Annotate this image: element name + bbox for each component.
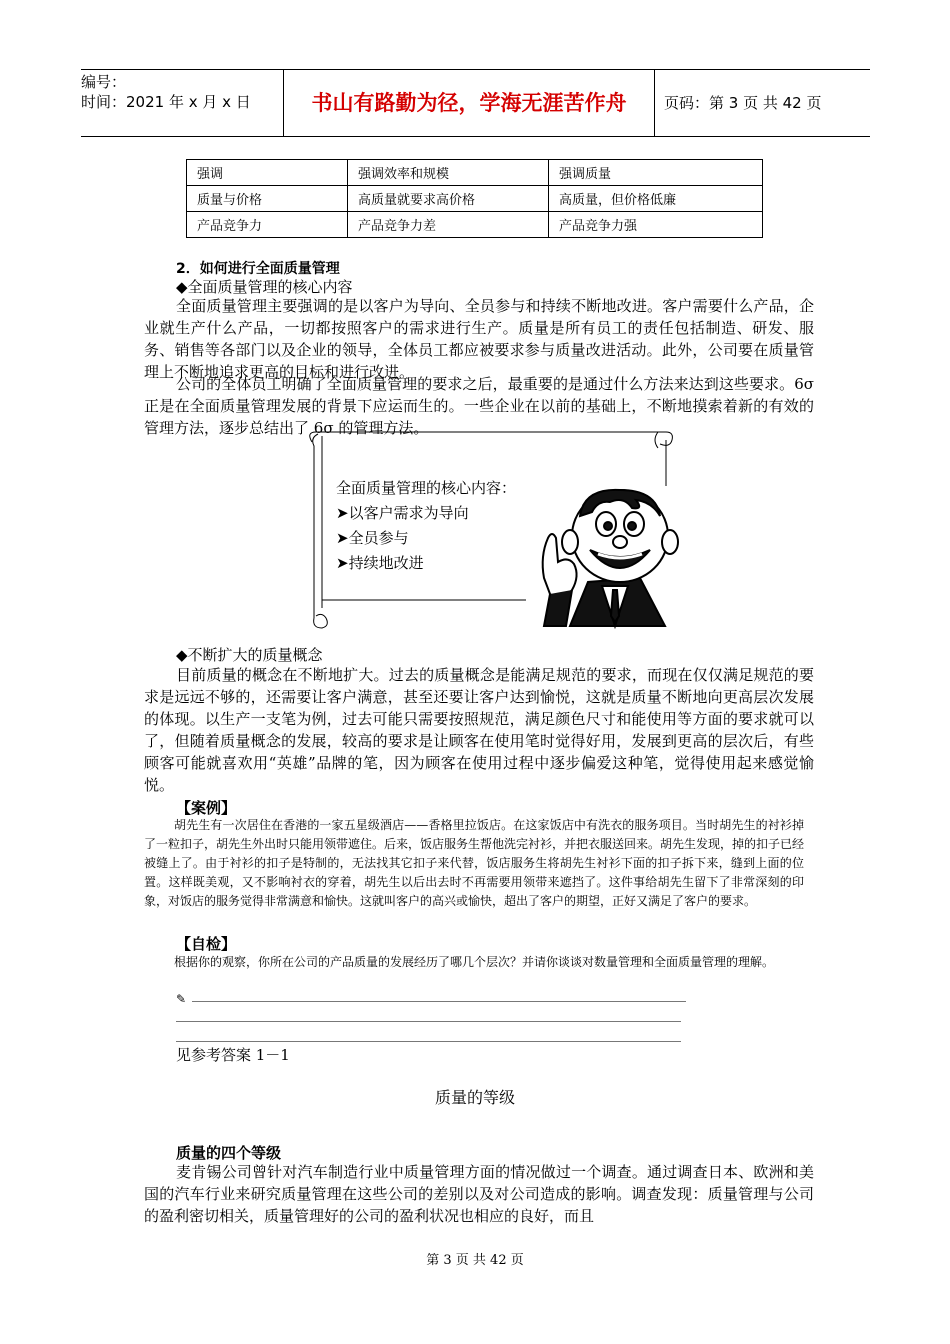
table-cell: 产品竞争力 [187,212,348,238]
table-cell: 强调 [187,160,348,186]
header-left [81,70,283,138]
case-title: 【案例】 [176,799,237,817]
table-cell: 强调效率和规模 [348,160,549,186]
table-cell: 质量与价格 [187,186,348,212]
answer-line[interactable] [176,1041,681,1042]
core-content-figure [300,428,680,633]
header-page-label: 页码：第 3 页 共 42 页 [664,94,822,112]
paragraph: 全面质量管理主要强调的是以客户为导向、全员参与和持续不断地改进。客户需要什么产品，企业就生产什么产品，一切都按照客户的需求进行生产。质量是所有员工的责任包括制造、研发、服务、销售等各部门以及企业的领导，全体员工都应被要求参与质量改进活动。此外，公司要在质量管理上不断地追求更高的目标和进行改进。 [144,297,814,381]
figure-item-label: 全员参与 [348,529,409,547]
figure-text [336,476,516,576]
answer-reference: 见参考答案 1－1 [176,1046,290,1064]
figure-item: ➤全员参与 [336,529,409,547]
table-cell: 高质量，但价格低廉 [549,186,763,212]
table-row [187,186,763,212]
table-cell: 产品竞争力强 [549,212,763,238]
table-row [187,212,763,238]
figure-item-label: 以客户需求为导向 [348,504,469,522]
time-label: 时间：2021 年 x 月 x 日 [81,93,251,111]
answer-line[interactable] [192,1001,686,1002]
figure-item: ➤持续地改进 [336,554,424,572]
figure-item-label: 持续地改进 [348,554,424,572]
answer-line[interactable] [176,1021,681,1022]
selfcheck-text: 根据你的观察，你所在公司的产品质量的发展经历了哪几个层次？并请你谈谈对数量管理和全面质量管理的理解。 [174,955,775,969]
figure-item: ➤以客户需求为导向 [336,504,469,522]
bullet-heading: ◆全面质量管理的核心内容 [176,278,353,296]
comparison-table [186,159,763,238]
case-text: 胡先生有一次居住在香港的一家五星级酒店——香格里拉饭店。在这家饭店中有洗衣的服务项目。当时胡先生的衬衫掉了一粒扣子，胡先生外出时只能用领带遮住。后来，饭店服务生帮他洗完衬衫，并把衣服送回来。胡先生发现，掉的扣子已经被缝上了。由于衬衫的扣子是特制的，无法找其它扣子来代替，饭店服务生将胡先生衬衫下面的扣子拆下来，缝到上面的位置。这样既美观，又不影响衬衣的穿着，胡先生以后出去时不再需要用领带来遮挡了。这件事给胡先生留下了非常深刻的印象，对饭店的服务觉得非常满意和愉快。这就叫客户的高兴或愉快，超出了客户的期望，正好又满足了客户的要求。 [144,818,805,908]
header-motto: 书山有路勤为径，学海无涯苦作舟 [283,70,655,136]
table-cell: 高质量就要求高价格 [348,186,549,212]
section-title: 质量的等级 [434,1088,515,1107]
table-row [187,160,763,186]
page-header [81,69,870,137]
cartoon-man-icon [543,490,678,626]
pen-icon: ✎ [176,992,187,1006]
subheading: 质量的四个等级 [176,1144,282,1162]
paragraph: 目前质量的概念在不断地扩大。过去的质量概念是能满足规范的要求，而现在仅仅满足规范的要求是远远不够的，还需要让客户满意，甚至还要让客户达到愉悦，这就是质量不断地向更高层次发展的体现。以生产一支笔为例，过去可能只需要按照规范，满足颜色尺寸和能使用等方面的要求就可以了，但随着质量概念的发展，较高的要求是让顾客在使用笔时觉得好用，发展到更高的层次后，有些顾客可能就喜欢用“英雄”品牌的笔，因为顾客在使用过程中逐步偏爱这种笔，觉得使用起来感觉愉悦。 [144,666,814,794]
selfcheck-title: 【自检】 [176,935,237,953]
bullet-heading: ◆不断扩大的质量概念 [176,646,323,664]
paragraph: 公司的全体员工明确了全面质量管理的要求之后，最重要的是通过什么方法来达到这些要求。6σ 正是在全面质量管理发展的背景下应运而生的。一些企业在以前的基础上，不断地摸索着新的有效的管理方法，逐步总结出了 6σ 的管理方法。 [144,375,814,437]
table-cell: 强调质量 [549,160,763,186]
table-cell: 产品竞争力差 [348,212,549,238]
page-footer: 第 3 页 共 42 页 [426,1253,524,1268]
paragraph: 麦肯锡公司曾针对汽车制造行业中质量管理方面的情况做过一个调查。通过调查日本、欧洲和美国的汽车行业来研究质量管理在这些公司的差别以及对公司造成的影响。调查发现：质量管理与公司的盈利密切相关，质量管理好的公司的盈利状况也相应的良好，而且 [144,1163,814,1225]
section-heading: 2．如何进行全面质量管理 [176,261,340,277]
figure-title: 全面质量管理的核心内容： [336,479,517,497]
number-label: 编号： [81,73,127,91]
